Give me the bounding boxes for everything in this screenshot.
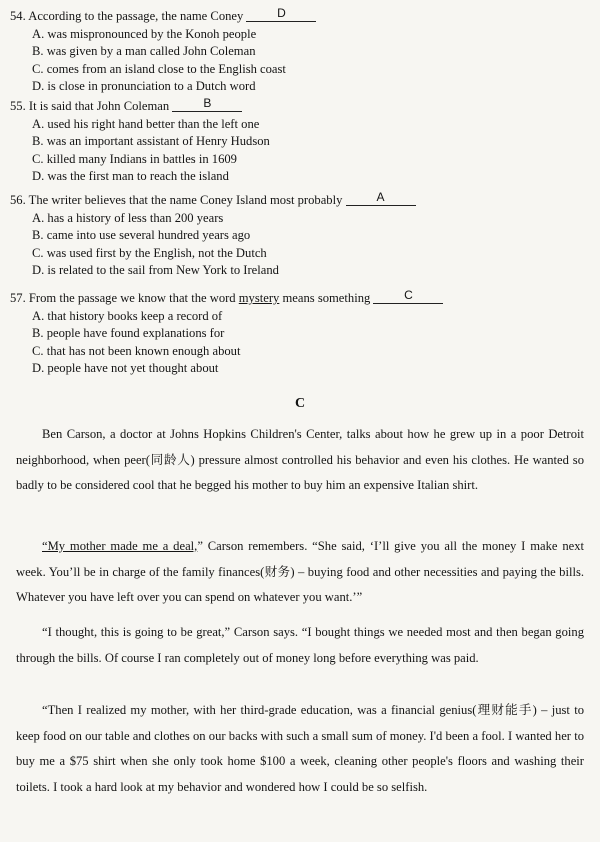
underlined-word: mystery [238, 291, 280, 305]
question-text: It is said that John Coleman [28, 99, 170, 113]
option-a: A. used his right hand better than the left one [32, 116, 260, 131]
paragraph-text: “I thought, this is going to be great,” Carson says. “I bought things we needed most and then began going through the bills. Of course I ran completely out of money long before everything was paid. [16, 625, 584, 665]
question-57 [10, 290, 570, 378]
option-c: C. comes from an island close to the English coast [32, 61, 286, 76]
passage-paragraph-4 [16, 698, 584, 800]
question-stem [10, 8, 570, 26]
question-number: 57. [10, 291, 26, 305]
question-text: According to the passage, the name Coney [28, 9, 244, 23]
answer-blank[interactable]: A [346, 190, 416, 206]
option-d: D. people have not yet thought about [32, 361, 219, 376]
passage-paragraph-2 [16, 534, 584, 611]
paragraph-text: Ben Carson, a doctor at Johns Hopkins Children's Center, talks about how he grew up in a poor Detroit neighborhood, when peer(同龄人) pressure almost controlled his behavior and even his clothes. He wanted so badly to be considered cool that he begged his mother to buy him an expensive Italian shirt. [16, 427, 584, 492]
option-c: C. was used first by the English, not the Dutch [32, 245, 267, 260]
option-c: C. that has not been known enough about [32, 343, 241, 358]
option-d: D. is close in pronunciation to a Dutch word [32, 79, 256, 94]
question-number: 56. [10, 193, 26, 207]
option-a: A. was mispronounced by the Konoh people [32, 26, 257, 41]
answer-blank[interactable]: D [246, 6, 316, 22]
option-b: B. people have found explanations for [32, 326, 225, 341]
option-b: B. was an important assistant of Henry Hudson [32, 134, 270, 149]
question-number: 54. [10, 9, 26, 23]
option-c: C. killed many Indians in battles in 1609 [32, 151, 237, 166]
paragraph-text: ” Carson remembers. “She said, ‘I’ll give you all the money I make next week. You’ll be in charge of the family finances(财务) – buying food and other necessities and paying the bills. Whatever you have left over you can spend on whatever you want.’” [16, 539, 584, 604]
option-d: D. was the first man to reach the island [32, 169, 229, 184]
answer-blank[interactable]: C [373, 288, 443, 304]
question-number: 55. [10, 99, 26, 113]
paragraph-text: “Then I realized my mother, with her third-grade education, was a financial genius(理财能手) – just to keep food on our table and clothes on our backs with such a small sum of money. I'd been a fool. I wanted her to buy me a $75 shirt when she only took home $100 a week, cleaning other people's floors and washing their toilets. I took a hard look at my behavior and wondered how I could be so selfish. [16, 703, 584, 794]
question-text: means something [279, 291, 371, 305]
option-d: D. is related to the sail from New York to Ireland [32, 263, 279, 278]
option-b: B. came into use several hundred years ago [32, 228, 251, 243]
question-stem [10, 98, 570, 116]
question-stem [10, 192, 570, 210]
question-56 [10, 192, 570, 280]
question-54 [10, 8, 570, 96]
option-a: A. that history books keep a record of [32, 308, 223, 323]
underlined-quote: “My mother made me a deal, [42, 539, 198, 553]
passage-paragraph-3 [16, 620, 584, 671]
passage-paragraph-1 [16, 422, 584, 499]
option-b: B. was given by a man called John Coleman [32, 44, 256, 59]
section-heading: C [294, 396, 306, 411]
question-stem [10, 290, 570, 308]
question-55 [10, 98, 570, 186]
question-text: The writer believes that the name Coney Island most probably [28, 193, 343, 207]
answer-blank[interactable]: B [172, 96, 242, 112]
question-text: From the passage we know that the word [28, 291, 239, 305]
option-a: A. has a history of less than 200 years [32, 210, 224, 225]
